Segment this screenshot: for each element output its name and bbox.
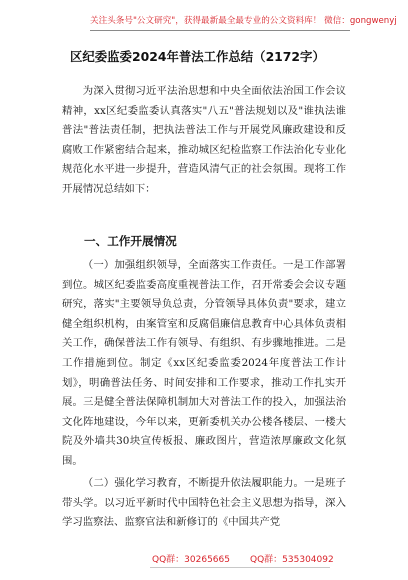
footer [0,552,408,568]
intro-block [62,82,346,220]
section-heading-1: 一、工作开展情况 [84,234,177,248]
header-banner: 关注头条号"公文研究"，获得最新最全最专业的公文资料库！ 微信：gongwenyj [90,12,350,31]
footer-divider [150,567,330,568]
paragraph-block-2 [62,474,346,546]
footer-qq-group-2: QQ群：535304092 [250,555,334,565]
paragraph-2: （二）强化学习教育，不断提升依法履职能力。一是班子带头学。以习近平新时代中国特色社会主义思想为指导，深入学习监察法、监察官法和新修订的《中国共产党 [62,477,346,529]
document-title: 区纪委监委2024年普法工作总结（2172字） [70,49,325,64]
paragraph-1: （一）加强组织领导，全面落实工作责任。一是工作部署到位。城区纪委监委高度重视普法工作，召开常委会会议专题研究，落实"主要领导负总责，分管领导具体负责"要求，建立健全组织机构，由案管室和反腐倡廉信息教育中心具体负责相关工作，确保普法工作有领导、有组织、有步骤地推进。二是工作措施到位。制定《xx区纪委监委2024年度普法工作计划》，明确普法任务、时间安排和工作要求，推动工作扎实开展。三是健全普法保障机制加大对普法工作的投入，加强法治文化阵地建设，今年以来，更新委机关办公楼各楼层、一楼大院及外墙共30块宣传板报、廉政图片，营造浓厚廉政文化氛围。 [62,259,346,467]
footer-qq-group-1: QQ群：30265665 [152,555,230,565]
paragraph-block-1 [62,256,346,468]
intro-paragraph: 为深入贯彻习近平法治思想和中央全面依法治国工作会议精神，xx区纪委监委认真落实"八五"普法规划以及"谁执法谁普法"普法责任制，把执法普法工作与开展党风廉政建设和反腐败工作紧密结合起来，推动城区纪检监察工作法治化专业化规范化水平进一步提升，营造风清气正的社会氛围。现将工作开展情况总结如下： [62,85,346,195]
